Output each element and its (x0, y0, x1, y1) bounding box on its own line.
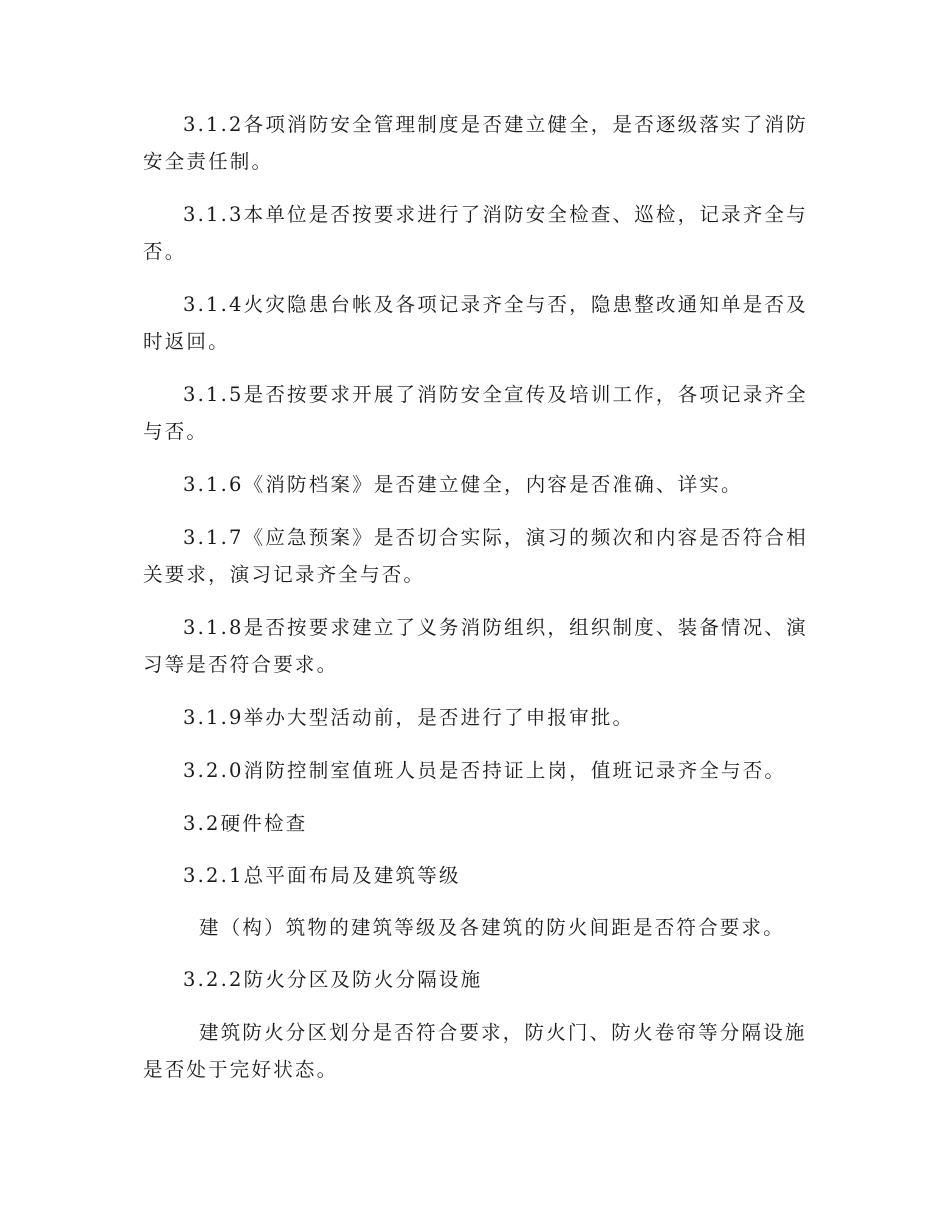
paragraph-3-1-7: 3.1.7《应急预案》是否切合实际，演习的频次和内容是否符合相关要求，演习记录齐全与否。 (143, 526, 808, 586)
paragraph-3-1-4: 3.1.4火灾隐患台帐及各项记录齐全与否，隐患整改通知单是否及时返回。 (143, 293, 808, 353)
paragraph-3-2-1-body: 建（构）筑物的建筑等级及各建筑的防火间距是否符合要求。 (199, 916, 785, 939)
paragraph-3-1-9: 3.1.9举办大型活动前，是否进行了申报审批。 (183, 706, 635, 729)
paragraph-3-2-0: 3.2.0消防控制室值班人员是否持证上岗，值班记录齐全与否。 (183, 759, 787, 782)
paragraph-3-1-8: 3.1.8是否按要求建立了义务消防组织，组织制度、装备情况、演习等是否符合要求。 (143, 616, 808, 676)
heading-3-2: 3.2硬件检查 (183, 812, 308, 835)
paragraph-3-2-2-body: 建筑防火分区划分是否符合要求，防火门、防火卷帘等分隔设施是否处于完好状态。 (143, 1021, 807, 1081)
paragraph-3-1-6: 3.1.6《消防档案》是否建立健全，内容是否准确、详实。 (183, 473, 743, 496)
paragraph-3-1-3: 3.1.3本单位是否按要求进行了消防安全检查、巡检，记录齐全与否。 (143, 203, 808, 263)
paragraph-3-1-2: 3.1.2各项消防安全管理制度是否建立健全，是否逐级落实了消防安全责任制。 (143, 113, 808, 173)
paragraph-3-1-5: 3.1.5是否按要求开展了消防安全宣传及培训工作，各项记录齐全与否。 (143, 383, 808, 443)
heading-3-2-1: 3.2.1总平面布局及建筑等级 (183, 864, 461, 887)
heading-3-2-2: 3.2.2防火分区及防火分隔设施 (183, 968, 483, 991)
